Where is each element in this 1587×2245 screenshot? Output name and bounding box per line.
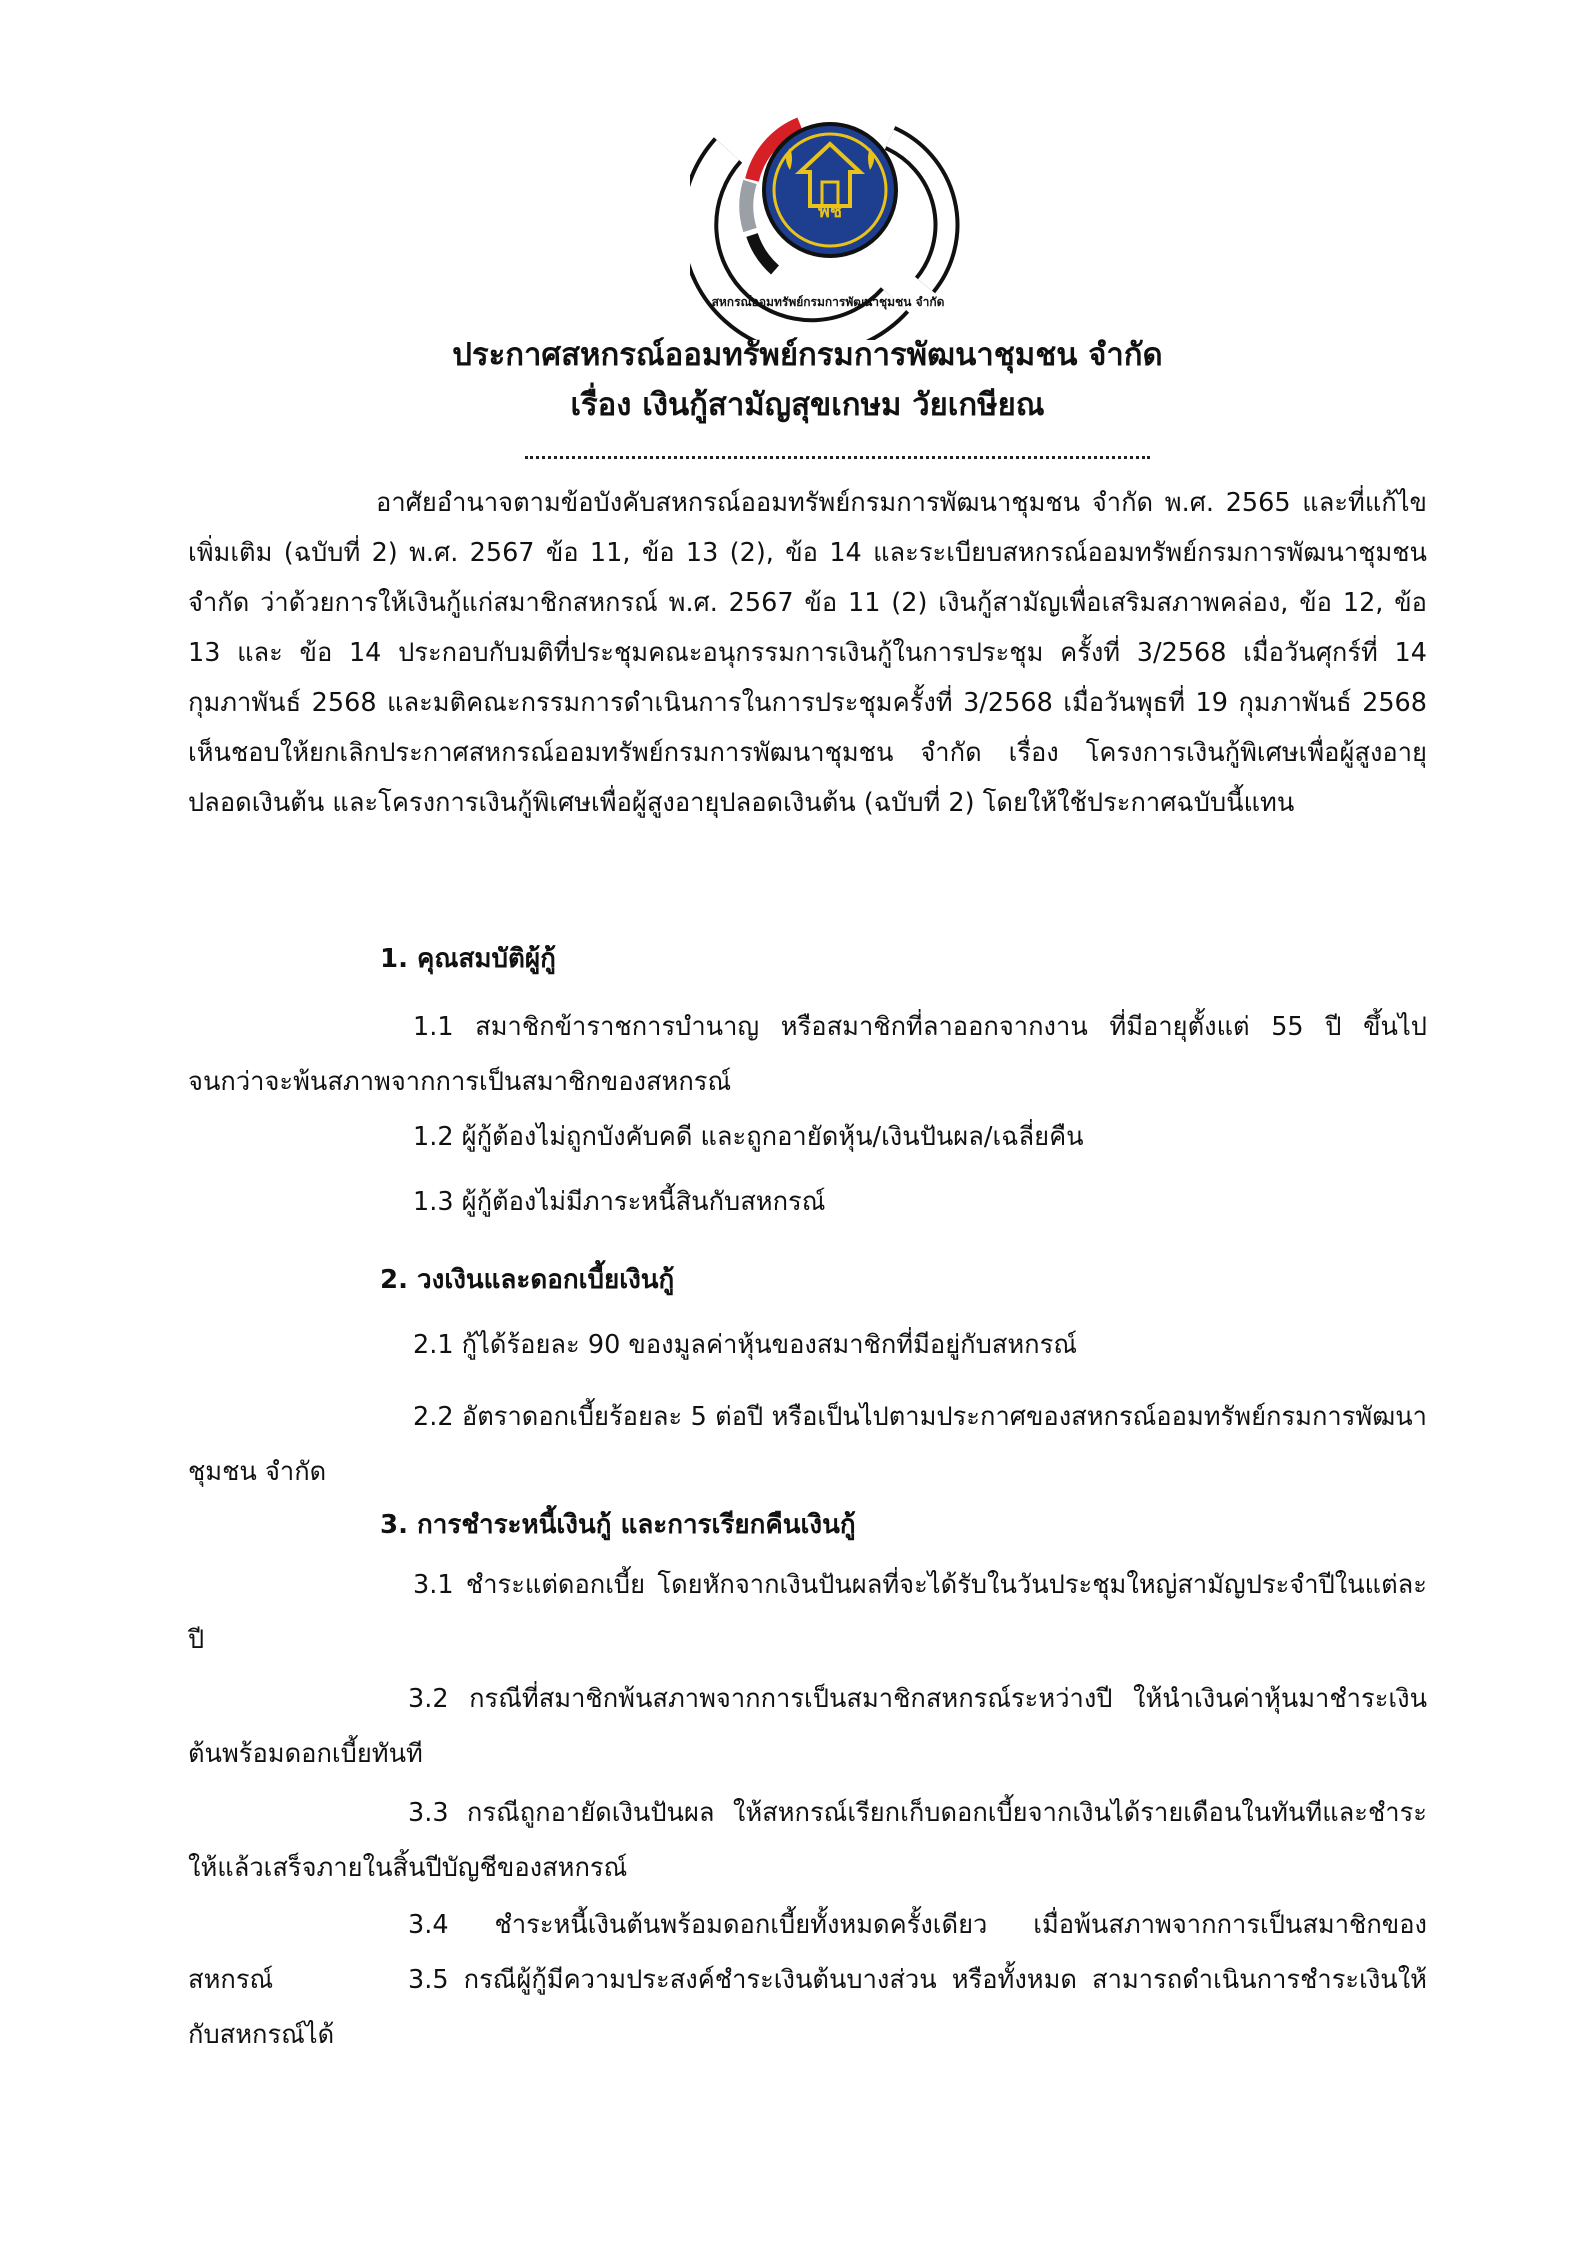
intro-paragraph: อาศัยอำนาจตามข้อบังคับสหกรณ์ออมทรัพย์กรมการพัฒนาชุมชน จำกัด พ.ศ. 2565 และที่แก้ไขเพิ่มเติม (ฉบับที่ 2) พ.ศ. 2567 ข้อ 11, ข้อ 13 (2), ข้อ 14 และระเบียบสหกรณ์ออมทรัพย์กรมการพัฒนาชุมชน จำกัด ว่าด้วยการให้เงินกู้แก่สมาชิกสหกรณ์ พ.ศ. 2567 ข้อ 11 (2) เงินกู้สามัญเพื่อเสริมสภาพคล่อง, ข้อ 12, ข้อ 13 และ ข้อ 14 ประกอบกับมติที่ประชุมคณะอนุกรรมการเงินกู้ในการประชุม ครั้งที่ 3/2568 เมื่อวันศุกร์ที่ 14 กุมภาพันธ์ 2568 และมติคณะกรรมการดำเนินการในการประชุมครั้งที่ 3/2568 เมื่อวันพุธที่ 19 กุมภาพันธ์ 2568 เห็นชอบให้ยกเลิกประกาศสหกรณ์ออมทรัพย์กรมการพัฒนาชุมชน จำกัด เรื่อง โครงการเงินกู้พิเศษเพื่อผู้สูงอายุปลอดเงินต้น และโครงการเงินกู้พิเศษเพื่อผู้สูงอายุปลอดเงินต้น (ฉบับที่ 2) โดยให้ใช้ประกาศฉบับนี้แทน bbox=[188, 488, 1427, 818]
section-heading-1: 1. คุณสมบัติผู้กู้ bbox=[380, 944, 556, 974]
item-3-5: 3.5 กรณีผู้กู้มีความประสงค์ชำระเงินต้นบางส่วน หรือทั้งหมด สามารถดำเนินการชำระเงินให้กับสหกรณ์ได้ bbox=[188, 1965, 1427, 2050]
item-1-1: 1.1 สมาชิกข้าราชการบำนาญ หรือสมาชิกที่ลาออกจากงาน ที่มีอายุตั้งแต่ 55 ปี ขึ้นไป จนกว่าจะพ้นสภาพจากการเป็นสมาชิกของสหกรณ์ bbox=[188, 1012, 1427, 1097]
item-3-1: 3.1 ชำระแต่ดอกเบี้ย โดยหักจากเงินปันผลที่จะได้รับในวันประชุมใหญ่สามัญประจำปีในแต่ละปี bbox=[188, 1570, 1427, 1655]
item-2-1: 2.1 กู้ได้ร้อยละ 90 ของมูลค่าหุ้นของสมาชิกที่มีอยู่กับสหกรณ์ bbox=[413, 1330, 1077, 1360]
item-1-3: 1.3 ผู้กู้ต้องไม่มีภาระหนี้สินกับสหกรณ์ bbox=[413, 1187, 826, 1217]
title-line-1: ประกาศสหกรณ์ออมทรัพย์กรมการพัฒนาชุมชน จำกัด bbox=[452, 337, 1163, 373]
item-3-3: 3.3 กรณีถูกอายัดเงินปันผล ให้สหกรณ์เรียกเก็บดอกเบี้ยจากเงินได้รายเดือนในทันทีและชำระให้แล้วเสร็จภายในสิ้นปีบัญชีของสหกรณ์ bbox=[188, 1798, 1427, 1883]
cooperative-logo bbox=[690, 110, 960, 340]
item-3-4: 3.4 ชำระหนี้เงินต้นพร้อมดอกเบี้ยทั้งหมดครั้งเดียว เมื่อพ้นสภาพจากการเป็นสมาชิกของสหกรณ์ bbox=[188, 1910, 1427, 1995]
section-heading-2: 2. วงเงินและดอกเบี้ยเงินกู้ bbox=[380, 1265, 675, 1295]
logo-center-text: พช bbox=[817, 201, 843, 222]
title-line-2: เรื่อง เงินกู้สามัญสุขเกษม วัยเกษียณ bbox=[570, 387, 1045, 423]
item-2-2: 2.2 อัตราดอกเบี้ยร้อยละ 5 ต่อปี หรือเป็นไปตามประกาศของสหกรณ์ออมทรัพย์กรมการพัฒนาชุมชน จำกัด bbox=[188, 1402, 1427, 1487]
title-divider bbox=[525, 456, 1150, 459]
section-heading-3: 3. การชำระหนี้เงินกู้ และการเรียกคืนเงินกู้ bbox=[380, 1510, 856, 1540]
announcement-title bbox=[188, 330, 1427, 430]
logo-ring-text: สหกรณ์ออมทรัพย์กรมการพัฒนาชุมชน จำกัด bbox=[711, 295, 945, 309]
item-3-2: 3.2 กรณีที่สมาชิกพ้นสภาพจากการเป็นสมาชิกสหกรณ์ระหว่างปี ให้นำเงินค่าหุ้นมาชำระเงินต้นพร้อมดอกเบี้ยทันที bbox=[188, 1684, 1427, 1769]
item-1-2: 1.2 ผู้กู้ต้องไม่ถูกบังคับคดี และถูกอายัดหุ้น/เงินปันผล/เฉลี่ยคืน bbox=[413, 1122, 1084, 1152]
